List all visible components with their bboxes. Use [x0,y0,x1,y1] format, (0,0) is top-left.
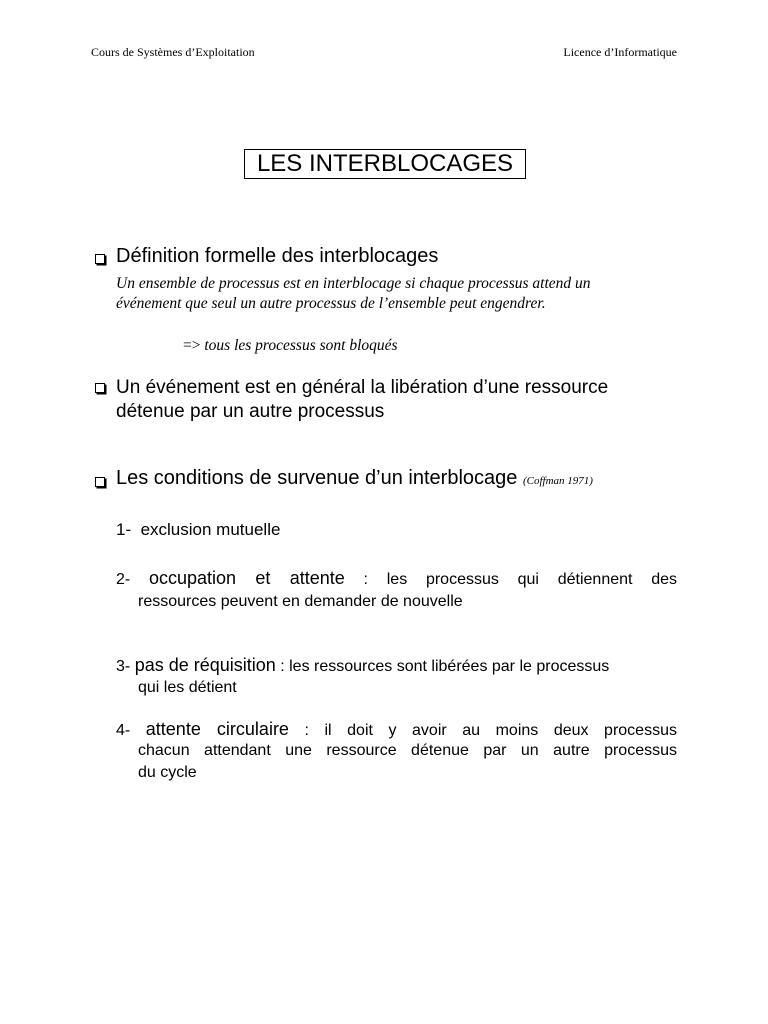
condition-4-line-1 [116,718,677,742]
section-heading-event-line-2: détenue par un autre processus [116,401,385,422]
condition-separator: : [304,722,309,739]
condition-name: occupation et attente [149,568,345,588]
condition-number: 2- [116,571,131,588]
conditions-heading-text: Les conditions de survenue d’un interblocage [116,467,518,489]
condition-name: pas de réquisition [134,655,276,675]
condition-3-line-1 [116,654,609,678]
condition-3-line-2: qui les détient [138,679,237,696]
section-heading-event-line-1: Un événement est en général la libération d’une ressource [116,377,609,398]
square-bullet-icon [95,477,105,487]
condition-number: 1- [116,520,132,539]
condition-number: 4- [116,722,131,739]
header-course-title: Cours de Systèmes d’Exploitation [91,45,255,59]
section-heading-conditions [116,467,593,493]
condition-4-line-3: du cycle [138,764,197,781]
condition-name: exclusion mutuelle [140,520,281,539]
condition-separator: : [363,571,368,588]
condition-name: attente circulaire [145,719,289,739]
square-bullet-icon [95,254,105,264]
arrow-symbol: => [183,337,201,354]
definition-line-1: Un ensemble de processus est en interblocage si chaque processus attend un [116,275,591,292]
consequence [183,336,398,356]
condition-4-line-2: chacun attendant une ressource détenue par un autre processus [138,742,677,759]
page-title: LES INTERBLOCAGES [244,149,526,179]
condition-desc: : les ressources sont libérées par le processus [280,658,610,675]
condition-2-line-1 [116,567,677,591]
consequence-text: tous les processus sont bloqués [204,337,398,354]
header-program: Licence d’Informatique [563,45,677,59]
definition-line-2: événement que seul un autre processus de l’ensemble peut engendrer. [116,295,546,312]
condition-2-line-2: ressources peuvent en demander de nouvelle [138,593,463,610]
section-heading-definition: Définition formelle des interblocages [116,245,439,267]
condition-1 [116,520,280,540]
square-bullet-icon [95,383,105,393]
citation: (Coffman 1971) [522,475,593,487]
condition-number: 3- [116,658,131,675]
condition-desc: il doit y avoir au moins deux processus [324,722,677,739]
condition-desc: les processus qui détiennent des [386,571,678,588]
